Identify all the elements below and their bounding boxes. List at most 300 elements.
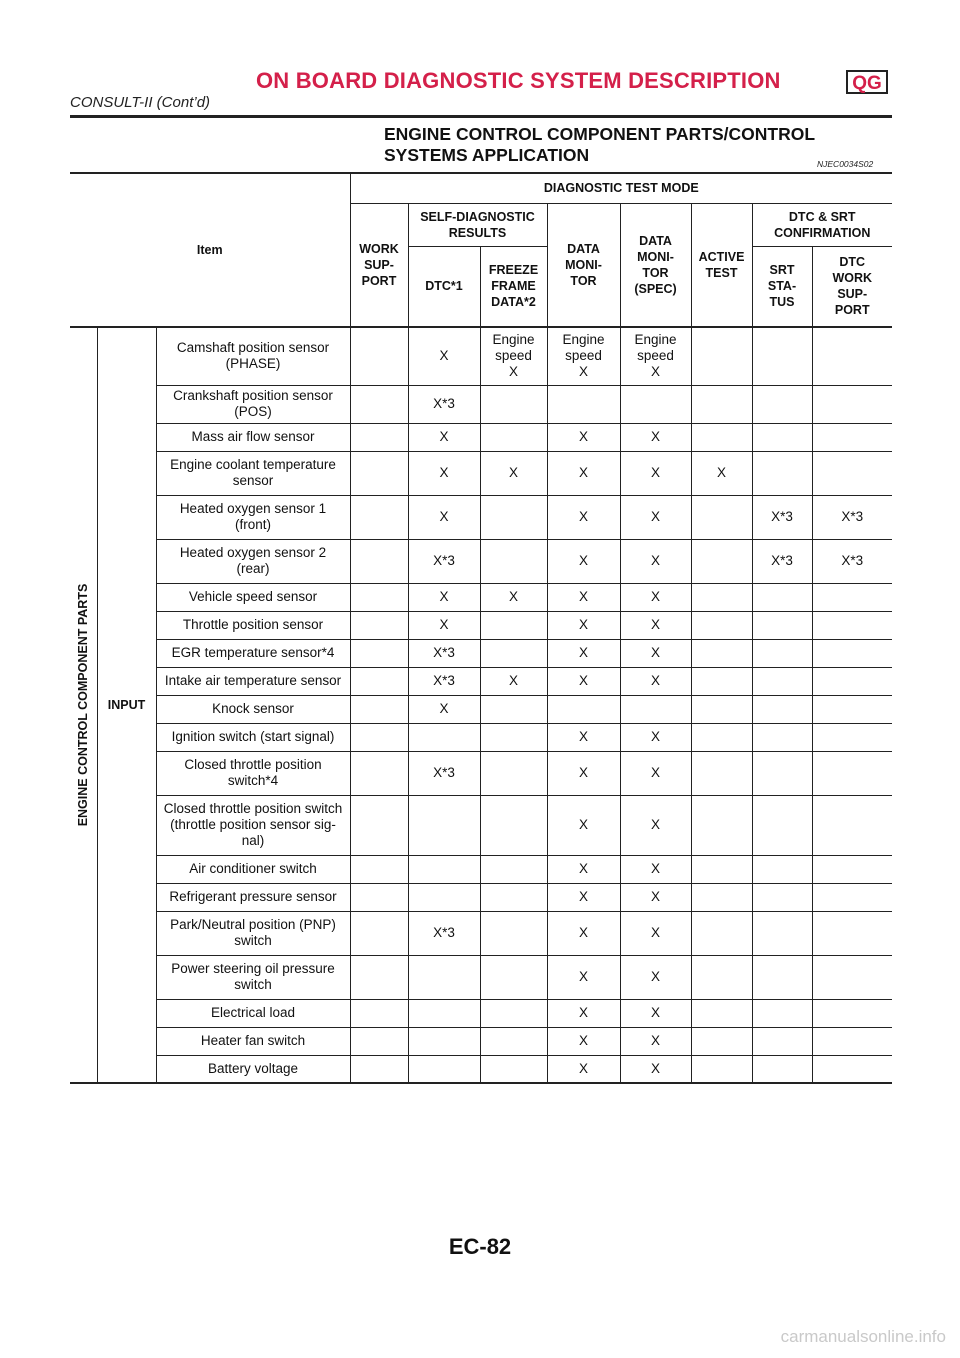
text-line: Refrigerant pressure sensor [169, 889, 337, 904]
freeze-frame-cell [480, 1027, 547, 1055]
table-row [70, 955, 892, 999]
dtc-cell: X*3 [408, 539, 480, 583]
data-monitor-cell [547, 855, 620, 883]
freeze-frame-cell [480, 955, 547, 999]
srt-status-cell: X*3 [752, 495, 812, 539]
text-line: Engine coolant temperature [170, 457, 336, 472]
dtc-work-support-cell [812, 999, 892, 1027]
freeze-frame-cell [480, 451, 547, 495]
text-line: X [650, 889, 660, 904]
work-support-cell [350, 583, 408, 611]
text-line: X [578, 729, 588, 744]
text-line: CONFIRMATION [774, 225, 871, 240]
active-test-header [691, 203, 752, 327]
table-row [70, 583, 892, 611]
text-line: Park/Neutral position (PNP) [170, 917, 336, 932]
text-line: switch [234, 977, 272, 992]
text-line: (rear) [236, 561, 270, 576]
data-monitor-cell [547, 695, 620, 723]
data-monitor-spec-cell [620, 583, 691, 611]
item-name [156, 955, 350, 999]
active-test-cell [691, 611, 752, 639]
data-monitor-spec-cell [620, 611, 691, 639]
dtc-cell [408, 883, 480, 911]
srt-status-cell [752, 855, 812, 883]
item-name [156, 495, 350, 539]
work-support-cell [350, 423, 408, 451]
srt-status-cell [752, 695, 812, 723]
data-monitor-spec-header [620, 203, 691, 327]
section-code: NJEC0034S02 [817, 159, 874, 169]
dtc-work-support-cell [812, 327, 892, 385]
freeze-frame-header [480, 246, 547, 327]
dtc-cell [408, 999, 480, 1027]
item-name [156, 583, 350, 611]
text-line: X [578, 589, 588, 604]
dtc-work-support-cell [812, 955, 892, 999]
text-line: (POS) [234, 404, 272, 419]
freeze-frame-cell [480, 751, 547, 795]
dtc-work-support-cell [812, 385, 892, 423]
work-support-cell [350, 385, 408, 423]
text-line: X [650, 861, 660, 876]
text-line: Engine [492, 332, 535, 348]
text-line: X [650, 817, 660, 832]
table-row [70, 451, 892, 495]
item-name [156, 855, 350, 883]
text-line: Intake air temperature sensor [164, 673, 342, 688]
srt-status-header [752, 246, 812, 327]
dtc-cell: X [408, 583, 480, 611]
text-line: Engine [562, 332, 605, 348]
input-group-label: INPUT [97, 327, 156, 1083]
text-line: SUP- [837, 287, 868, 302]
data-monitor-spec-cell [620, 723, 691, 751]
active-test-cell [691, 495, 752, 539]
text-line: X [650, 465, 660, 480]
text-line: X [650, 673, 660, 688]
work-support-cell [350, 999, 408, 1027]
dtc-cell: X*3 [408, 639, 480, 667]
table-row [70, 1027, 892, 1055]
application-table [70, 172, 892, 1084]
active-test-cell [691, 723, 752, 751]
table-row [70, 723, 892, 751]
data-monitor-spec-cell [620, 495, 691, 539]
freeze-frame-cell [480, 911, 547, 955]
text-line: X [578, 969, 588, 984]
text-line: (SPEC) [634, 281, 677, 296]
text-line: nal) [241, 833, 265, 848]
freeze-frame-cell [480, 795, 547, 855]
self-diagnostic-results-header [408, 203, 547, 246]
dtc-cell: X [408, 495, 480, 539]
data-monitor-cell [547, 999, 620, 1027]
item-name [156, 751, 350, 795]
text-line: FREEZE [488, 263, 539, 278]
text-line: DATA [567, 241, 600, 256]
item-name [156, 611, 350, 639]
work-support-cell [350, 639, 408, 667]
dtc-work-support-cell [812, 667, 892, 695]
page-number: EC-82 [448, 1234, 512, 1259]
work-support-cell [350, 695, 408, 723]
item-header: Item [70, 173, 350, 327]
srt-status-cell [752, 667, 812, 695]
dtc-work-support-cell [812, 795, 892, 855]
text-line: Power steering oil pressure [171, 961, 335, 976]
table-row [70, 911, 892, 955]
text-line: DTC [839, 255, 866, 270]
dtc-work-support-cell [812, 695, 892, 723]
text-line: DATA [639, 233, 672, 248]
table-row [70, 883, 892, 911]
srt-status-cell [752, 423, 812, 451]
srt-status-cell [752, 883, 812, 911]
text-line: X [650, 364, 660, 380]
item-name [156, 999, 350, 1027]
freeze-frame-cell [480, 723, 547, 751]
table-row [70, 1055, 892, 1083]
table-row [70, 751, 892, 795]
dtc-work-support-cell [812, 583, 892, 611]
text-line: X [578, 617, 588, 632]
data-monitor-spec-cell [620, 639, 691, 667]
dtc-srt-confirmation-header [752, 203, 892, 246]
text-line: PORT [361, 273, 397, 288]
text-line: X [650, 1033, 660, 1048]
text-line: X [650, 509, 660, 524]
srt-status-cell [752, 583, 812, 611]
srt-status-cell: X*3 [752, 539, 812, 583]
data-monitor-header [547, 203, 620, 327]
dtc-work-support-cell [812, 1027, 892, 1055]
text-line: switch*4 [227, 773, 279, 788]
text-line: MONI- [565, 257, 602, 272]
active-test-cell [691, 667, 752, 695]
text-line: X [650, 1060, 660, 1076]
data-monitor-spec-cell [620, 999, 691, 1027]
data-monitor-cell [547, 495, 620, 539]
data-monitor-spec-cell [620, 855, 691, 883]
text-line: X [650, 617, 660, 632]
work-support-cell [350, 955, 408, 999]
active-test-cell [691, 1055, 752, 1083]
text-line: X [650, 429, 660, 444]
text-line: Engine [634, 332, 677, 348]
data-monitor-spec-cell [620, 955, 691, 999]
item-name [156, 795, 350, 855]
item-name [156, 451, 350, 495]
text-line: sensor [232, 473, 274, 488]
text-line: SELF-DIAGNOSTIC [420, 209, 535, 224]
text-line: Air conditioner switch [189, 861, 317, 876]
active-test-cell [691, 539, 752, 583]
text-line: X [650, 969, 660, 984]
page-header-title: ON BOARD DIAGNOSTIC SYSTEM DESCRIPTION [256, 68, 781, 93]
text-line: X [508, 673, 518, 688]
text-line: X [578, 553, 588, 568]
text-line: STA- [767, 279, 797, 294]
item-name [156, 385, 350, 423]
text-line: Knock sensor [212, 701, 294, 716]
text-line: X [578, 364, 588, 380]
text-line: X [578, 1005, 588, 1020]
data-monitor-spec-cell [620, 385, 691, 423]
data-monitor-cell [547, 723, 620, 751]
freeze-frame-cell [480, 495, 547, 539]
text-line: X [578, 1033, 588, 1048]
table-row [70, 385, 892, 423]
text-line: ACTIVE [698, 249, 745, 264]
dtc-work-support-cell [812, 451, 892, 495]
text-line: X [650, 553, 660, 568]
data-monitor-spec-cell [620, 451, 691, 495]
section-title [384, 124, 815, 166]
table-row [70, 855, 892, 883]
dtc-cell: X*3 [408, 385, 480, 423]
dtc-work-support-header [812, 246, 892, 327]
data-monitor-cell [547, 611, 620, 639]
text-line: (PHASE) [225, 356, 281, 372]
dtc-work-support-cell [812, 1055, 892, 1083]
text-line: X [650, 1005, 660, 1020]
text-line: X [650, 645, 660, 660]
data-monitor-cell [547, 451, 620, 495]
srt-status-cell [752, 611, 812, 639]
dtc-work-support-cell [812, 855, 892, 883]
text-line: speed [495, 348, 532, 364]
text-line: EGR temperature sensor*4 [171, 645, 335, 660]
freeze-frame-cell [480, 883, 547, 911]
work-support-cell [350, 883, 408, 911]
data-monitor-cell [547, 639, 620, 667]
work-support-cell [350, 751, 408, 795]
diagnostic-test-mode-header: DIAGNOSTIC TEST MODE [350, 173, 892, 203]
srt-status-cell [752, 911, 812, 955]
data-monitor-cell [547, 795, 620, 855]
dtc-cell: X [408, 695, 480, 723]
dtc-cell [408, 1027, 480, 1055]
dtc-cell: X [408, 423, 480, 451]
active-test-cell [691, 639, 752, 667]
item-name [156, 667, 350, 695]
data-monitor-spec-cell [620, 423, 691, 451]
text-line: RESULTS [448, 225, 507, 240]
dtc-cell [408, 955, 480, 999]
dtc-work-support-cell [812, 639, 892, 667]
text-line: X [578, 765, 588, 780]
text-line: speed [637, 348, 674, 364]
active-test-cell [691, 695, 752, 723]
item-name [156, 423, 350, 451]
dtc-cell [408, 855, 480, 883]
text-line: MONI- [637, 249, 674, 264]
active-test-cell: X [691, 451, 752, 495]
text-line: Vehicle speed sensor [188, 589, 318, 604]
data-monitor-spec-cell [620, 327, 691, 385]
text-line: SRT [769, 263, 795, 278]
dtc-work-support-cell: X*3 [812, 539, 892, 583]
data-monitor-cell [547, 327, 620, 385]
freeze-frame-cell [480, 423, 547, 451]
text-line: X [578, 429, 588, 444]
active-test-cell [691, 327, 752, 385]
data-monitor-spec-cell [620, 1027, 691, 1055]
srt-status-cell [752, 327, 812, 385]
header-rule [70, 115, 892, 118]
work-support-cell [350, 855, 408, 883]
srt-status-cell [752, 639, 812, 667]
active-test-cell [691, 583, 752, 611]
text-line: FRAME [491, 279, 536, 294]
dtc-cell [408, 1055, 480, 1083]
dtc-work-support-cell [812, 751, 892, 795]
item-name [156, 639, 350, 667]
freeze-frame-cell [480, 695, 547, 723]
active-test-cell [691, 423, 752, 451]
item-name [156, 723, 350, 751]
data-monitor-cell [547, 583, 620, 611]
active-test-cell [691, 751, 752, 795]
active-test-cell [691, 385, 752, 423]
srt-status-cell [752, 955, 812, 999]
text-line: X [508, 589, 518, 604]
data-monitor-spec-cell [620, 1055, 691, 1083]
data-monitor-spec-cell [620, 667, 691, 695]
data-monitor-spec-cell [620, 695, 691, 723]
dtc-cell: X*3 [408, 911, 480, 955]
text-line: X [508, 364, 518, 380]
text-line: SUP- [364, 257, 394, 272]
text-line: Heater fan switch [200, 1033, 306, 1048]
table-row [70, 639, 892, 667]
text-line: Heated oxygen sensor 2 [179, 545, 327, 560]
work-support-cell [350, 795, 408, 855]
work-support-cell [350, 611, 408, 639]
data-monitor-cell [547, 1027, 620, 1055]
text-line: Camshaft position sensor [176, 340, 330, 356]
data-monitor-spec-cell [620, 539, 691, 583]
item-name [156, 911, 350, 955]
freeze-frame-cell [480, 1055, 547, 1083]
dtc-work-support-cell [812, 883, 892, 911]
text-line: X [578, 465, 588, 480]
srt-status-cell [752, 1027, 812, 1055]
text-line: X [508, 465, 518, 480]
data-monitor-cell [547, 955, 620, 999]
table-row [70, 611, 892, 639]
text-line: X [578, 673, 588, 688]
text-line: (throttle position sensor sig- [170, 817, 336, 832]
work-support-cell [350, 911, 408, 955]
table-row [70, 667, 892, 695]
data-monitor-cell [547, 385, 620, 423]
text-line: X [578, 861, 588, 876]
text-line: DTC & SRT [788, 209, 856, 224]
table-row [70, 495, 892, 539]
work-support-header [350, 203, 408, 327]
data-monitor-spec-cell [620, 911, 691, 955]
freeze-frame-cell [480, 639, 547, 667]
text-line: Ignition switch (start signal) [171, 729, 335, 744]
text-line: Mass air flow sensor [191, 429, 315, 444]
freeze-frame-cell [480, 667, 547, 695]
data-monitor-cell [547, 751, 620, 795]
srt-status-cell [752, 795, 812, 855]
srt-status-cell [752, 1055, 812, 1083]
text-line: Electrical load [210, 1005, 296, 1020]
text-line: WORK [359, 241, 399, 256]
data-monitor-cell [547, 423, 620, 451]
data-monitor-spec-cell [620, 883, 691, 911]
group-label-cell [70, 327, 97, 1083]
data-monitor-spec-cell [620, 795, 691, 855]
text-line: (front) [234, 517, 271, 532]
data-monitor-cell [547, 1055, 620, 1083]
text-line: X [650, 925, 660, 940]
text-line: PORT [834, 303, 870, 318]
dtc-work-support-cell [812, 423, 892, 451]
freeze-frame-cell [480, 855, 547, 883]
data-monitor-cell [547, 911, 620, 955]
dtc-cell: X [408, 327, 480, 385]
srt-status-cell [752, 451, 812, 495]
srt-status-cell [752, 751, 812, 795]
table-row [70, 999, 892, 1027]
dtc-cell [408, 795, 480, 855]
text-line: Battery voltage [207, 1060, 299, 1076]
item-name [156, 883, 350, 911]
active-test-cell [691, 1027, 752, 1055]
text-line: TEST [705, 265, 738, 280]
freeze-frame-cell [480, 611, 547, 639]
text-line: X [578, 925, 588, 940]
data-monitor-spec-cell [620, 751, 691, 795]
freeze-frame-cell [480, 539, 547, 583]
active-test-cell [691, 883, 752, 911]
freeze-frame-cell [480, 583, 547, 611]
text-line: Closed throttle position switch [163, 801, 343, 816]
watermark: carmanualsonline.info [780, 1327, 946, 1346]
text-line: TUS [769, 295, 795, 310]
text-line: DATA*2 [491, 295, 536, 310]
dtc-work-support-cell [812, 611, 892, 639]
dtc-cell: X [408, 451, 480, 495]
text-line: X [650, 589, 660, 604]
freeze-frame-cell [480, 327, 547, 385]
item-name [156, 539, 350, 583]
text-line: WORK [832, 271, 873, 286]
work-support-cell [350, 327, 408, 385]
text-line: X [578, 645, 588, 660]
text-line: X [578, 1060, 588, 1076]
active-test-cell [691, 855, 752, 883]
group-vertical-label: ENGINE CONTROL COMPONENT PARTS [76, 583, 91, 827]
text-line: X [578, 889, 588, 904]
item-name [156, 1055, 350, 1083]
dtc-work-support-cell [812, 723, 892, 751]
text-line: Heated oxygen sensor 1 [179, 501, 327, 516]
item-name [156, 327, 350, 385]
page-subtitle: CONSULT-II (Cont’d) [70, 94, 211, 111]
table-row [70, 695, 892, 723]
item-name [156, 1027, 350, 1055]
active-test-cell [691, 911, 752, 955]
text-line: TOR [570, 273, 597, 288]
dtc-cell: X*3 [408, 667, 480, 695]
data-monitor-cell [547, 667, 620, 695]
